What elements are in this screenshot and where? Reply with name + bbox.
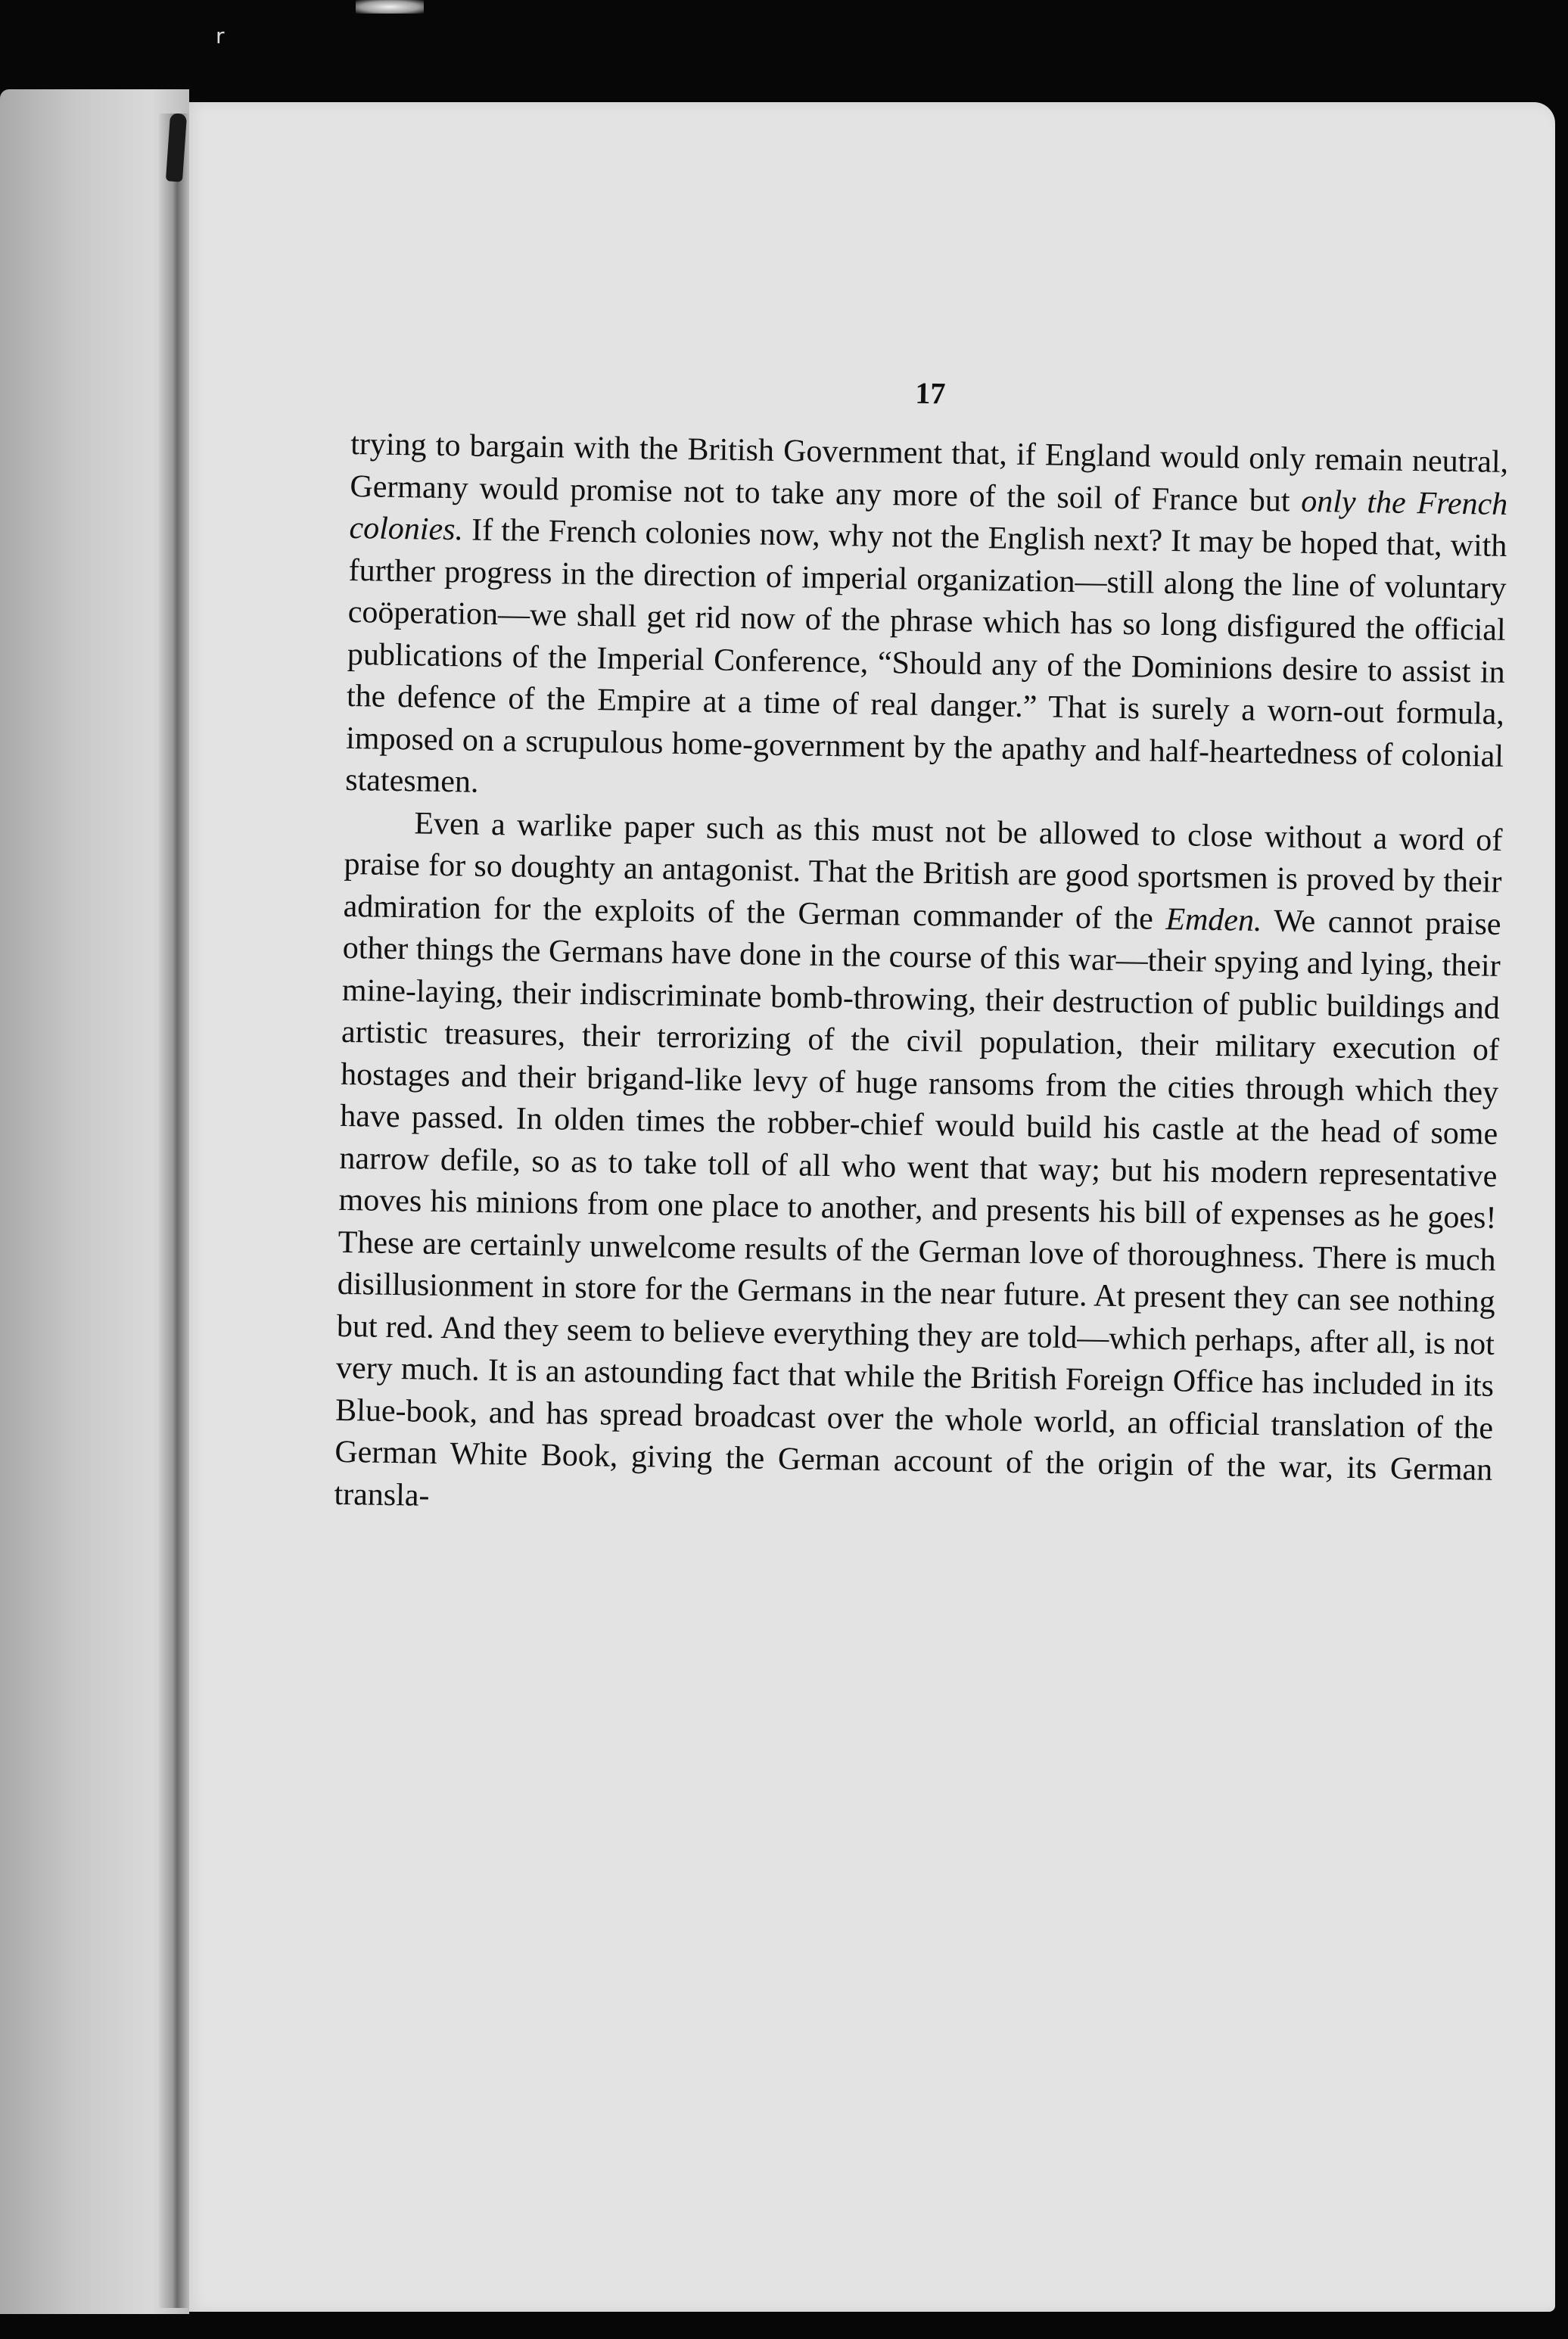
margin-mark: r [216,23,225,48]
scan-glare [356,0,424,14]
paragraph-1-italic: only the French colonies. [349,484,1508,548]
paragraph-1-text: trying to bargain with the British Government that, if England would only remain neutral, Germany would promise not to take any more of the soil of France but [350,426,1509,519]
paragraph-2-italic: Emden. [1165,901,1262,938]
page-content [334,363,1510,1534]
paragraph-2 [334,801,1503,1533]
page-number: 17 [915,375,946,411]
paragraph-2-text-cont: We cannot praise other things the Germans have done in the course of this war—their spying and lying, their mine-laying, their indiscriminate bomb-throwing, their destruction of public buildings and artistic treasures, their terrorizing of the civil population, their military execution of hostages and their brigand-like levy of huge ransoms from the cities through which they have passed. In olden times the robber-chief would build his castle at the head of some narrow defile, so as to take toll of all who went that way; but his modern representative moves his minions from one place to another, and presents his bill of expenses as he goes! These are certainly unwelcome results of the German love of thoroughness. There is much disillusionment in store for the Germans in the near future. At present they can see nothing but red. And they seem to believe everything they are told—which perhaps, after all, is not very much. It is an astounding fact that while the British Foreign Office has included in its Blue-book, and has spread broadcast over the whole world, an official translation of the German White Book, giving the German account of the origin of the war, its German transla- [334,903,1501,1513]
paragraph-2-text: Even a warlike paper such as this must not be allowed to close without a word of praise for so doughty an antagonist. That the British are good sportsmen is proved by their admiration for the exploits of the German commander of the [343,805,1503,937]
book-page [189,102,1555,2312]
paragraph-1 [345,424,1509,820]
book-gutter [159,114,189,2308]
paragraph-1-text-cont: If the French colonies now, why not the English next? It may be hoped that, with further progress in the direction of imperial organization—still along the line of voluntary coöperation—we shall get rid now of the phrase which has so long disfigured the official publications of the Imperial Conference, “Should any of the Dominions desire to assist in the defence of the Empire at a time of real danger.” That is surely a worn-out formula, imposed on a scrupulous home-government by the apathy and half-heartedness of colonial statesmen. [344,512,1507,800]
